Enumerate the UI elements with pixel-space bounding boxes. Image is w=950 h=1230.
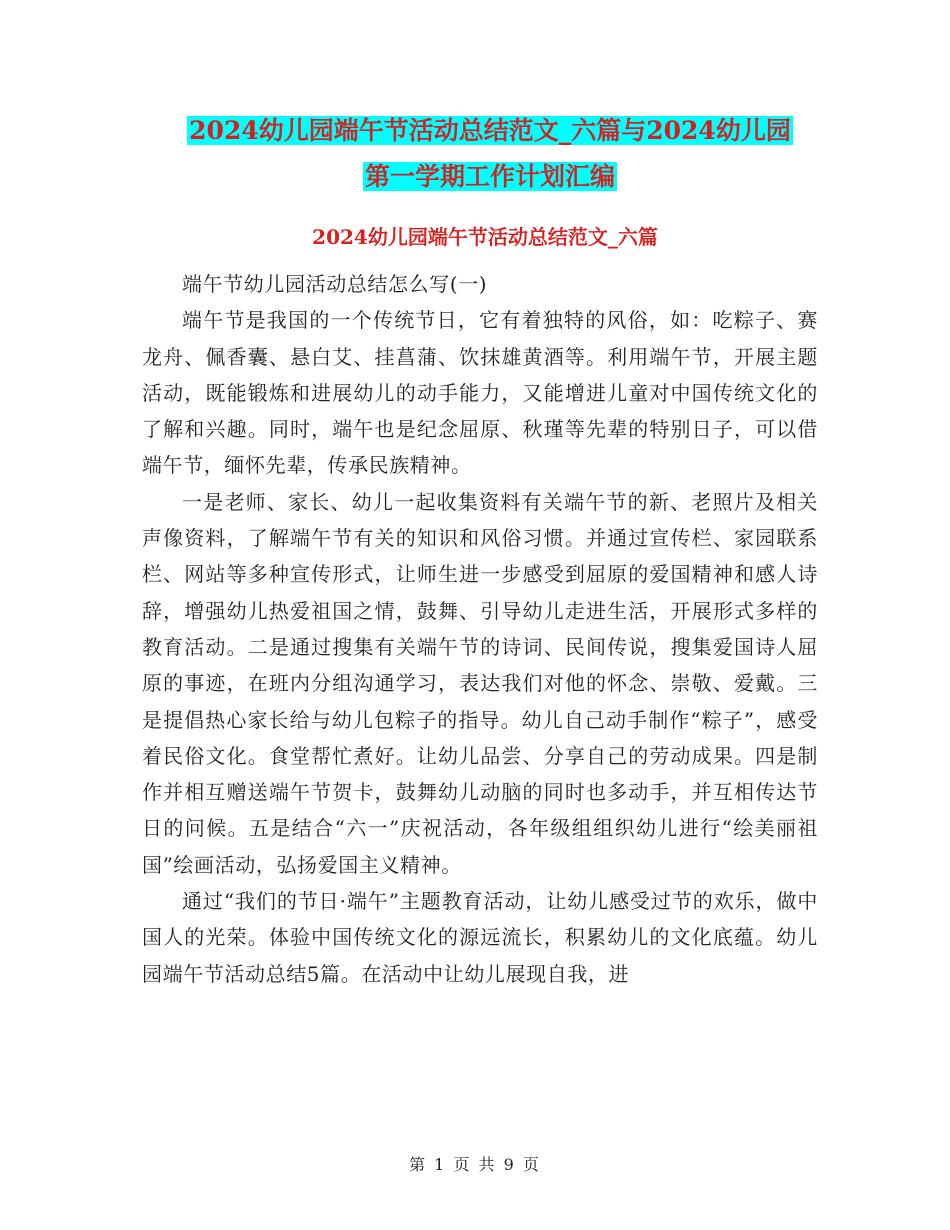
paragraph-heading: 端午节幼儿园活动总结怎么写(一)	[182, 272, 488, 296]
page-footer: 第 1 页 共 9 页	[409, 1155, 541, 1174]
paragraph: 一是老师、家长、幼儿一起收集资料有关端午节的新、老照片及相关声像资料，了解端午节有关的知识和风俗习惯。并通过宣传栏、家园联系栏、网站等多种宣传形式，让师生进一步感受到屈原的爱国精神和感人诗辞，增强幼儿热爱祖国之情，鼓舞、引导幼儿走进生活，开展形式多样的教育活动。二是通过搜集有关端午节的诗词、民间传说，搜集爱国诗人屈原的事迹，在班内分组沟通学习，表达我们对他的怀念、崇敬、爱戴。三是提倡热心家长给与幼儿包粽子的指导。幼儿自己动手制作“粽子”，感受着民俗文化。食堂帮忙煮好。让幼儿品尝、分享自己的劳动成果。四是制作并相互赠送端午节贺卡，鼓舞幼儿动脑的同时也多动手，并互相传达节日的问候。五是结合“六一”庆祝活动，各年级组组织幼儿进行“绘美丽祖国”绘画活动，弘扬爱国主义精神。	[142, 489, 818, 877]
section-heading: 2024幼儿园端午节活动总结范文_六篇	[312, 225, 658, 249]
document-title	[140, 108, 840, 200]
body-text	[142, 266, 818, 992]
title-line-2: 第一学期工作计划汇编	[364, 162, 615, 191]
paragraph: 通过“我们的节日·端午”主题教育活动，让幼儿感受过节的欢乐，做中国人的光荣。体验中国传统文化的源远流长，积累幼儿的文化底蕴。幼儿园端午节活动总结5篇。在活动中让幼儿展现自我，进	[142, 889, 818, 986]
paragraph: 端午节是我国的一个传统节日，它有着独特的风俗，如：吃粽子、赛龙舟、佩香囊、悬白艾、挂菖蒲、饮抹雄黄酒等。利用端午节，开展主题活动，既能锻炼和进展幼儿的动手能力，又能增进儿童对中国传统文化的了解和兴趣。同时，端午也是纪念屈原、秋瑾等先辈的特别日子，可以借端午节，缅怀先辈，传承民族精神。	[142, 308, 818, 478]
title-line-1: 2024幼儿园端午节活动总结范文_六篇与2024幼儿园	[189, 116, 791, 145]
